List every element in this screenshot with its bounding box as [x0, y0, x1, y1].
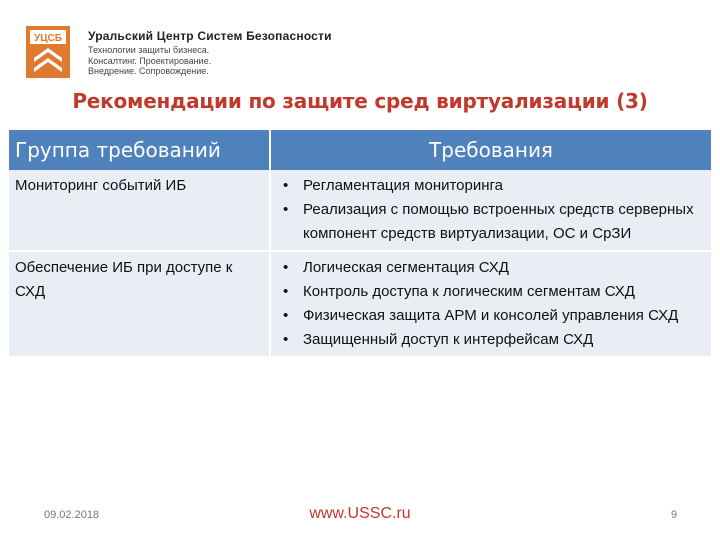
- company-tagline: Технологии защиты бизнеса. Консалтинг. Проектирование. Внедрение. Сопровождение.: [88, 45, 212, 76]
- company-name: Уральский Центр Систем Безопасности: [88, 29, 332, 43]
- requirement-item: • Реализация с помощью встроенных средств серверных компонент средств виртуализации, ОС и СрЗИ: [303, 198, 705, 246]
- requirements-list: [277, 174, 705, 246]
- column-header-group: Группа требований: [9, 130, 271, 170]
- requirements-list: [277, 256, 705, 352]
- slide-title: Рекомендации по защите сред виртуализации (3): [72, 89, 648, 113]
- requirements-cell: [271, 170, 711, 252]
- table-row: [9, 170, 711, 252]
- requirement-item: • Физическая защита АРМ и консолей управления СХД: [303, 304, 705, 328]
- requirement-group-cell: Мониторинг событий ИБ: [9, 170, 271, 252]
- logo-emblem-icon: [26, 26, 70, 78]
- column-header-requirements: Требования: [271, 130, 711, 170]
- requirement-item: • Регламентация мониторинга: [303, 174, 705, 198]
- requirements-table: [9, 130, 711, 356]
- requirement-item: • Контроль доступа к логическим сегментам СХД: [303, 280, 705, 304]
- logo-text: УЦСБ: [34, 33, 62, 44]
- table-header-row: [9, 130, 711, 170]
- requirement-item: • Логическая сегментация СХД: [303, 256, 705, 280]
- requirements-cell: [271, 252, 711, 356]
- requirement-group-cell: Обеспечение ИБ при доступе к СХД: [9, 252, 271, 356]
- page-number: 9: [670, 509, 678, 521]
- footer-date: 09.02.2018: [44, 509, 100, 521]
- table-row: [9, 252, 711, 356]
- company-logo: [26, 26, 332, 78]
- footer-website-link[interactable]: www.USSC.ru: [309, 505, 411, 522]
- requirement-item: • Защищенный доступ к интерфейсам СХД: [303, 328, 705, 352]
